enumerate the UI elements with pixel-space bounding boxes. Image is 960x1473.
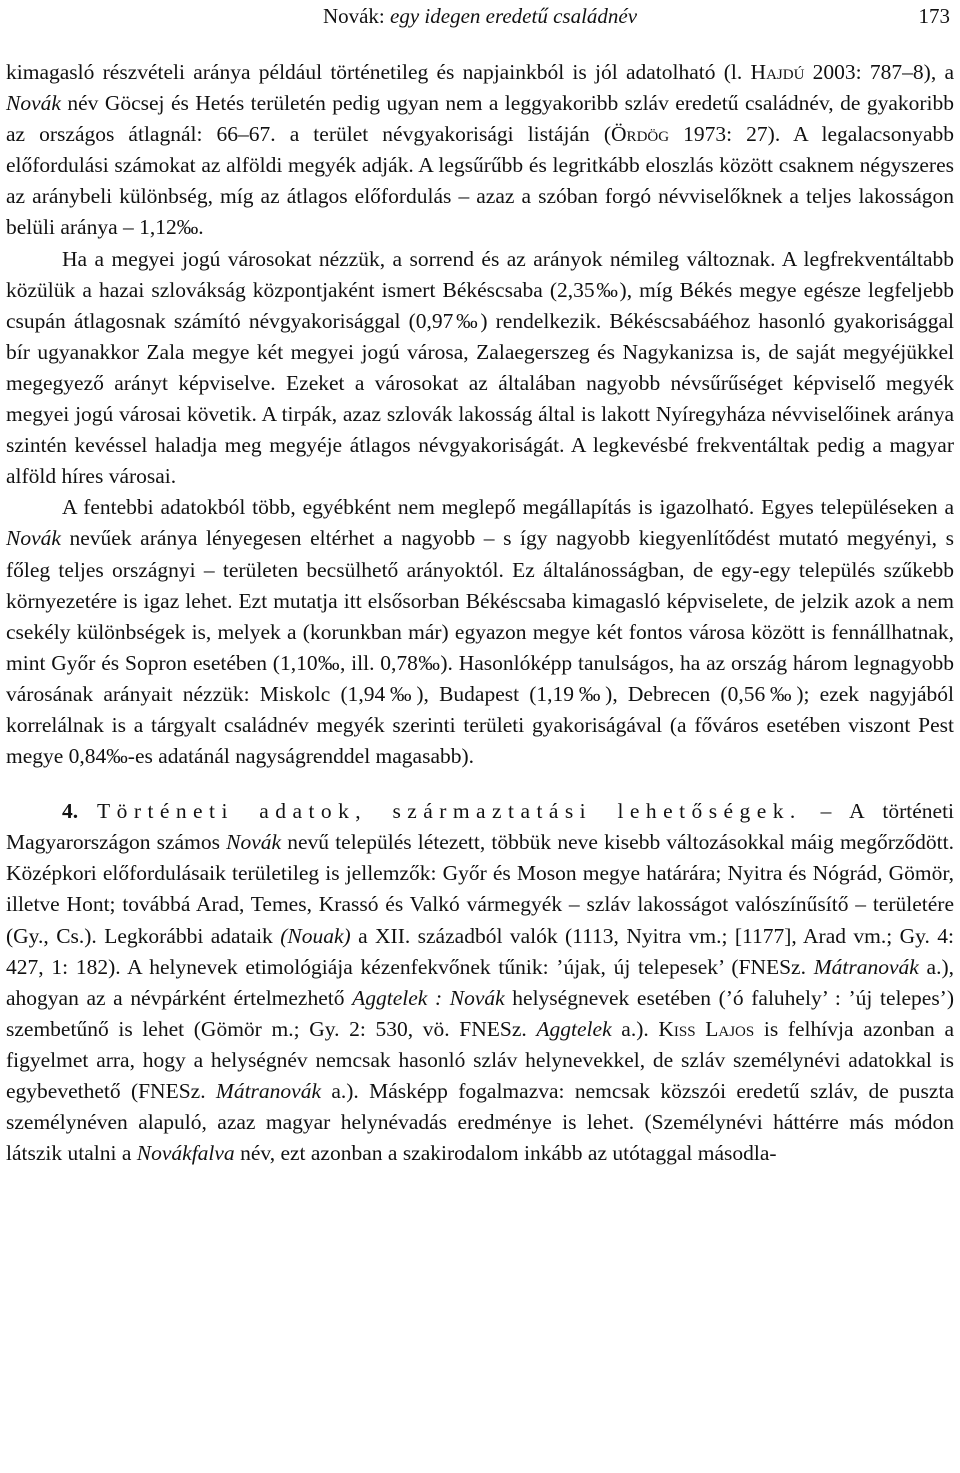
author-citation: Hajdú	[750, 60, 805, 84]
text-run: a XII. századból valók (1113, Nyitra vm.; [1177], Arad vm.; Gy. 4: 427, 1: 182). A helynevek etimológiája kézenfekvőnek tűnik: ’újak, új telepesek’ (FNESz.	[6, 923, 955, 979]
text-run: a.). Másképp fogalmazva: nemcsak közszói eredetű szláv, de puszta személynéven alapuló, azaz magyar helynévadás eredménye is lehet. (Személynévi háttérre más módon látszik utalni a	[6, 1079, 954, 1166]
italic-term: Mátranovák	[215, 1079, 322, 1103]
section-4-paragraph	[6, 796, 954, 1169]
italic-term: Aggtelek : Novák	[352, 985, 505, 1010]
text-run: a.).	[611, 1016, 659, 1041]
italic-term: Novák	[226, 830, 282, 855]
italic-term: Novákfalva	[136, 1141, 235, 1166]
italic-term: (Nouak)	[280, 923, 351, 948]
text-run: név, ezt azonban a szakirodalom inkább az utótaggal másodla-	[234, 1141, 777, 1166]
text-run: név Göcsej és Hetés területén pedig ugyan nem a leggyakoribb szláv eredetű családnév, de gyakoribb az országos átlagnál: 66–67. a terület névgyakorisági listáján (	[6, 91, 954, 147]
text-run: 2003: 787–8), a	[804, 60, 954, 84]
paragraph-2: Ha a megyei jogú városokat nézzük, a sorrend és az arányok némileg változnak. A legfrekventáltabb közülük a hazai szlovákság központjaként ismert Békéscsaba (2,35‰), míg Békés megye egésze legfeljebb csupán átlagosnak számító névgyakorisággal (0,97‰) rendelkezik. Békéscsabáéhoz hasonló gyakorisággal bír ugyanakkor Zala megye két megyei jogú városa, Zalaegerszeg és Nagykanizsa is, de saját megyéjükkel megegyező arányt képviselve. Ezeket a városokat az általában nagyobb névsűrűséget képviselő megyék megyei jogú városai követik. A tirpák, azaz szlovák lakosság által is lakott Nyíregyháza névviselőinek aránya szintén kevéssel haladja meg megyéje átlagos névgyakoriságát. A legkevésbé frekventáltak pedig a magyar alföld híres városai.	[6, 246, 954, 489]
running-title	[0, 4, 960, 29]
section-number: 4.	[62, 799, 98, 824]
text-run: 1973: 27). A legalacsonyabb előfordulási számokat az alföldi megyék adják. A legsűrűbb és legritkább eloszlás között csaknem négyszeres az aránybeli különbség, míg az átlagos előfordulás – azaz a szóban forgó névviselőknek a teljes lakosságon belüli aránya – 1,12‰.	[6, 122, 954, 240]
text-run: – A történeti Magyarországon számos	[6, 799, 955, 855]
text-run: a.), ahogyan az a névpárként értelmezhető	[6, 954, 955, 1010]
text-run: kimagasló részvételi aránya például történetileg és napjainkból is jól adatolható (l.	[6, 60, 751, 84]
author-citation: Kiss Lajos	[658, 1016, 755, 1041]
italic-term: Mátranovák	[813, 954, 919, 979]
text-run: A fentebbi adatokból több, egyébként nem meglepő megállapítás is igazolható. Egyes településeken a	[62, 495, 954, 520]
text-run: is felhívja azonban a figyelmet arra, hogy a helységnév nemcsak hasonló szláv helynevekkel, de szláv személynévi adatokkal is egybevethető (FNESz.	[6, 1016, 954, 1103]
running-title-author: Novák:	[322, 4, 391, 28]
text-run: nevű település létezett, többük neve kisebb változásokkal máig megőrződött. Középkori előfordulásaik területileg is jellemzők: Győr és Moson megye határára; Nyitra és Nógrád, Gömör, illetve Hont; továbbá Arad, Temes, Krassó és Valkó vármegyék – szláv lakosságot valószínűsítő – területére (Gy., Cs.). Legkorábbi adataik	[6, 830, 954, 948]
section-heading: Történeti adatok, származtatási lehetőségek.	[97, 799, 802, 824]
text-run: nevűek aránya lényegesen eltérhet a nagyobb – s így nagyobb kiegyenlítődést mutató megyényi, s főleg teljes országnyi – területen becsülhető arányoktól. Ez általánosságban, de egy-egy település szűkebb környezetére is igaz lehet. Ezt mutatja itt elsősorban Békéscsaba kimagasló képviselete, de jelzik azok a nem csekély különbségek is, melyek a (korunkban már) egyazon megye két fontos városa között is fennállhatnak, mint Győr és Sopron esetében (1,10‰, ill. 0,78‰). Hasonlóképp tanulságos, ha az ország három legnagyobb városának arányait nézzük: Miskolc (1,94‰), Budapest (1,19‰), Debrecen (0,56‰); ezek nagyjából korrelálnak is a tárgyalt családnév megyék szerinti területi gyakoriságával (a főváros esetében viszont Pest megye 0,84‰-es adatánál nagyságrenddel magasabb).	[6, 526, 954, 769]
running-header	[0, 0, 960, 40]
paragraph-1	[6, 57, 954, 244]
italic-term: Aggtelek	[536, 1016, 612, 1041]
page-number: 173	[918, 4, 950, 28]
paragraph-3	[6, 492, 954, 772]
running-title-text: egy idegen eredetű családnév	[390, 4, 638, 28]
author-citation: Ördög	[611, 122, 670, 147]
italic-term: Novák	[6, 91, 61, 116]
body-text	[6, 57, 954, 1169]
italic-term: Novák	[6, 526, 61, 551]
text-run: helységnevek esetében (’ó faluhely’ : ’új telepes’) szembetűnő is lehet (Gömör m.; Gy. 2: 530, vö. FNESz.	[6, 985, 955, 1041]
